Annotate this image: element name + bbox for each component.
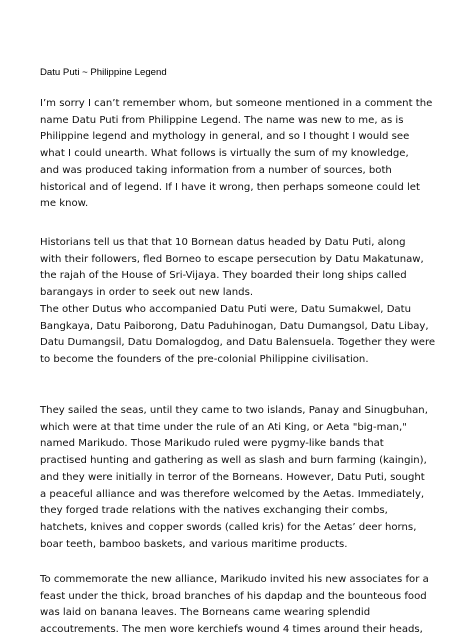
text-line: me know. [40,198,89,210]
paragraph-intro [40,96,433,213]
text-line: practised hunting and gathering as well as slash and burn farming (kaingin), [40,455,427,467]
text-line: Bangkaya, Datu Paiborong, Datu Paduhinogan, Datu Dumangsol, Datu Libay, [40,320,429,332]
paragraph-historians [40,235,424,302]
text-line: The other Dutus who accompanied Datu Puti were, Datu Sumakwel, Datu [40,304,412,315]
text-line: hatchets, knives and copper swords (called kris) for the Aetas’ deer horns, [40,521,417,533]
paragraph-commemorate [40,572,429,639]
text-line: what I could unearth. What follows is virtually the sum of my knowledge, [40,148,409,160]
text-line: was laid on banana leaves. The Borneans came wearing splendid [40,607,371,619]
text-line: name Datu Puti from Philippine Legend. The name was new to me, as is [40,114,404,126]
text-line: Philippine legend and mythology in general, and so I thought I would see [40,131,410,143]
text-line: which were at that time under the rule of an Ati King, or Aeta "big-man," [40,421,407,433]
text-line: barangays in order to seek out new lands. [40,287,254,299]
text-line: named Marikudo. Those Marikudo ruled were pygmy-like bands that [40,438,384,450]
text-line: feast under the thick, broad branches of his dapdap and the bounteous food [40,590,427,602]
paragraph-other-datus [40,302,436,369]
text-line: a peaceful alliance and was therefore welcomed by the Aetas. Immediately, [40,488,425,500]
text-line: the rajah of the House of Sri-Vijaya. They boarded their long ships called [40,270,407,282]
text-line: they forged trade relations with the natives exchanging their combs, [40,505,388,517]
document-header: Datu Puti ~ Philippine Legend [40,67,167,78]
text-line: historical and of legend. If I have it wrong, then perhaps someone could let [40,181,420,193]
text-line: and they were initially in terror of the Borneans. However, Datu Puti, sought [40,471,425,483]
text-line: I’m sorry I can’t remember whom, but someone mentioned in a comment the [40,98,433,109]
text-line: Datu Dumangsil, Datu Domalogdog, and Datu Balensuela. Together they were [40,337,436,349]
text-line: to become the founders of the pre-colonial Philippine civilisation. [40,354,369,366]
paragraph-sailing [40,403,428,553]
text-line: with their followers, fled Borneo to escape persecution by Datu Makatunaw, [40,253,424,265]
text-line: accoutrements. The men wore kerchiefs wound 4 times around their heads, [40,624,423,636]
text-line: and was produced taking information from a number of sources, both [40,164,392,176]
text-line: boar teeth, bamboo baskets, and various maritime products. [40,538,348,550]
text-line: To commemorate the new alliance, Marikudo invited his new associates for a [40,574,429,585]
text-line: Historians tell us that that 10 Bornean datus headed by Datu Puti, along [40,237,406,248]
text-line: They sailed the seas, until they came to two islands, Panay and Sinugbuhan, [40,405,428,416]
